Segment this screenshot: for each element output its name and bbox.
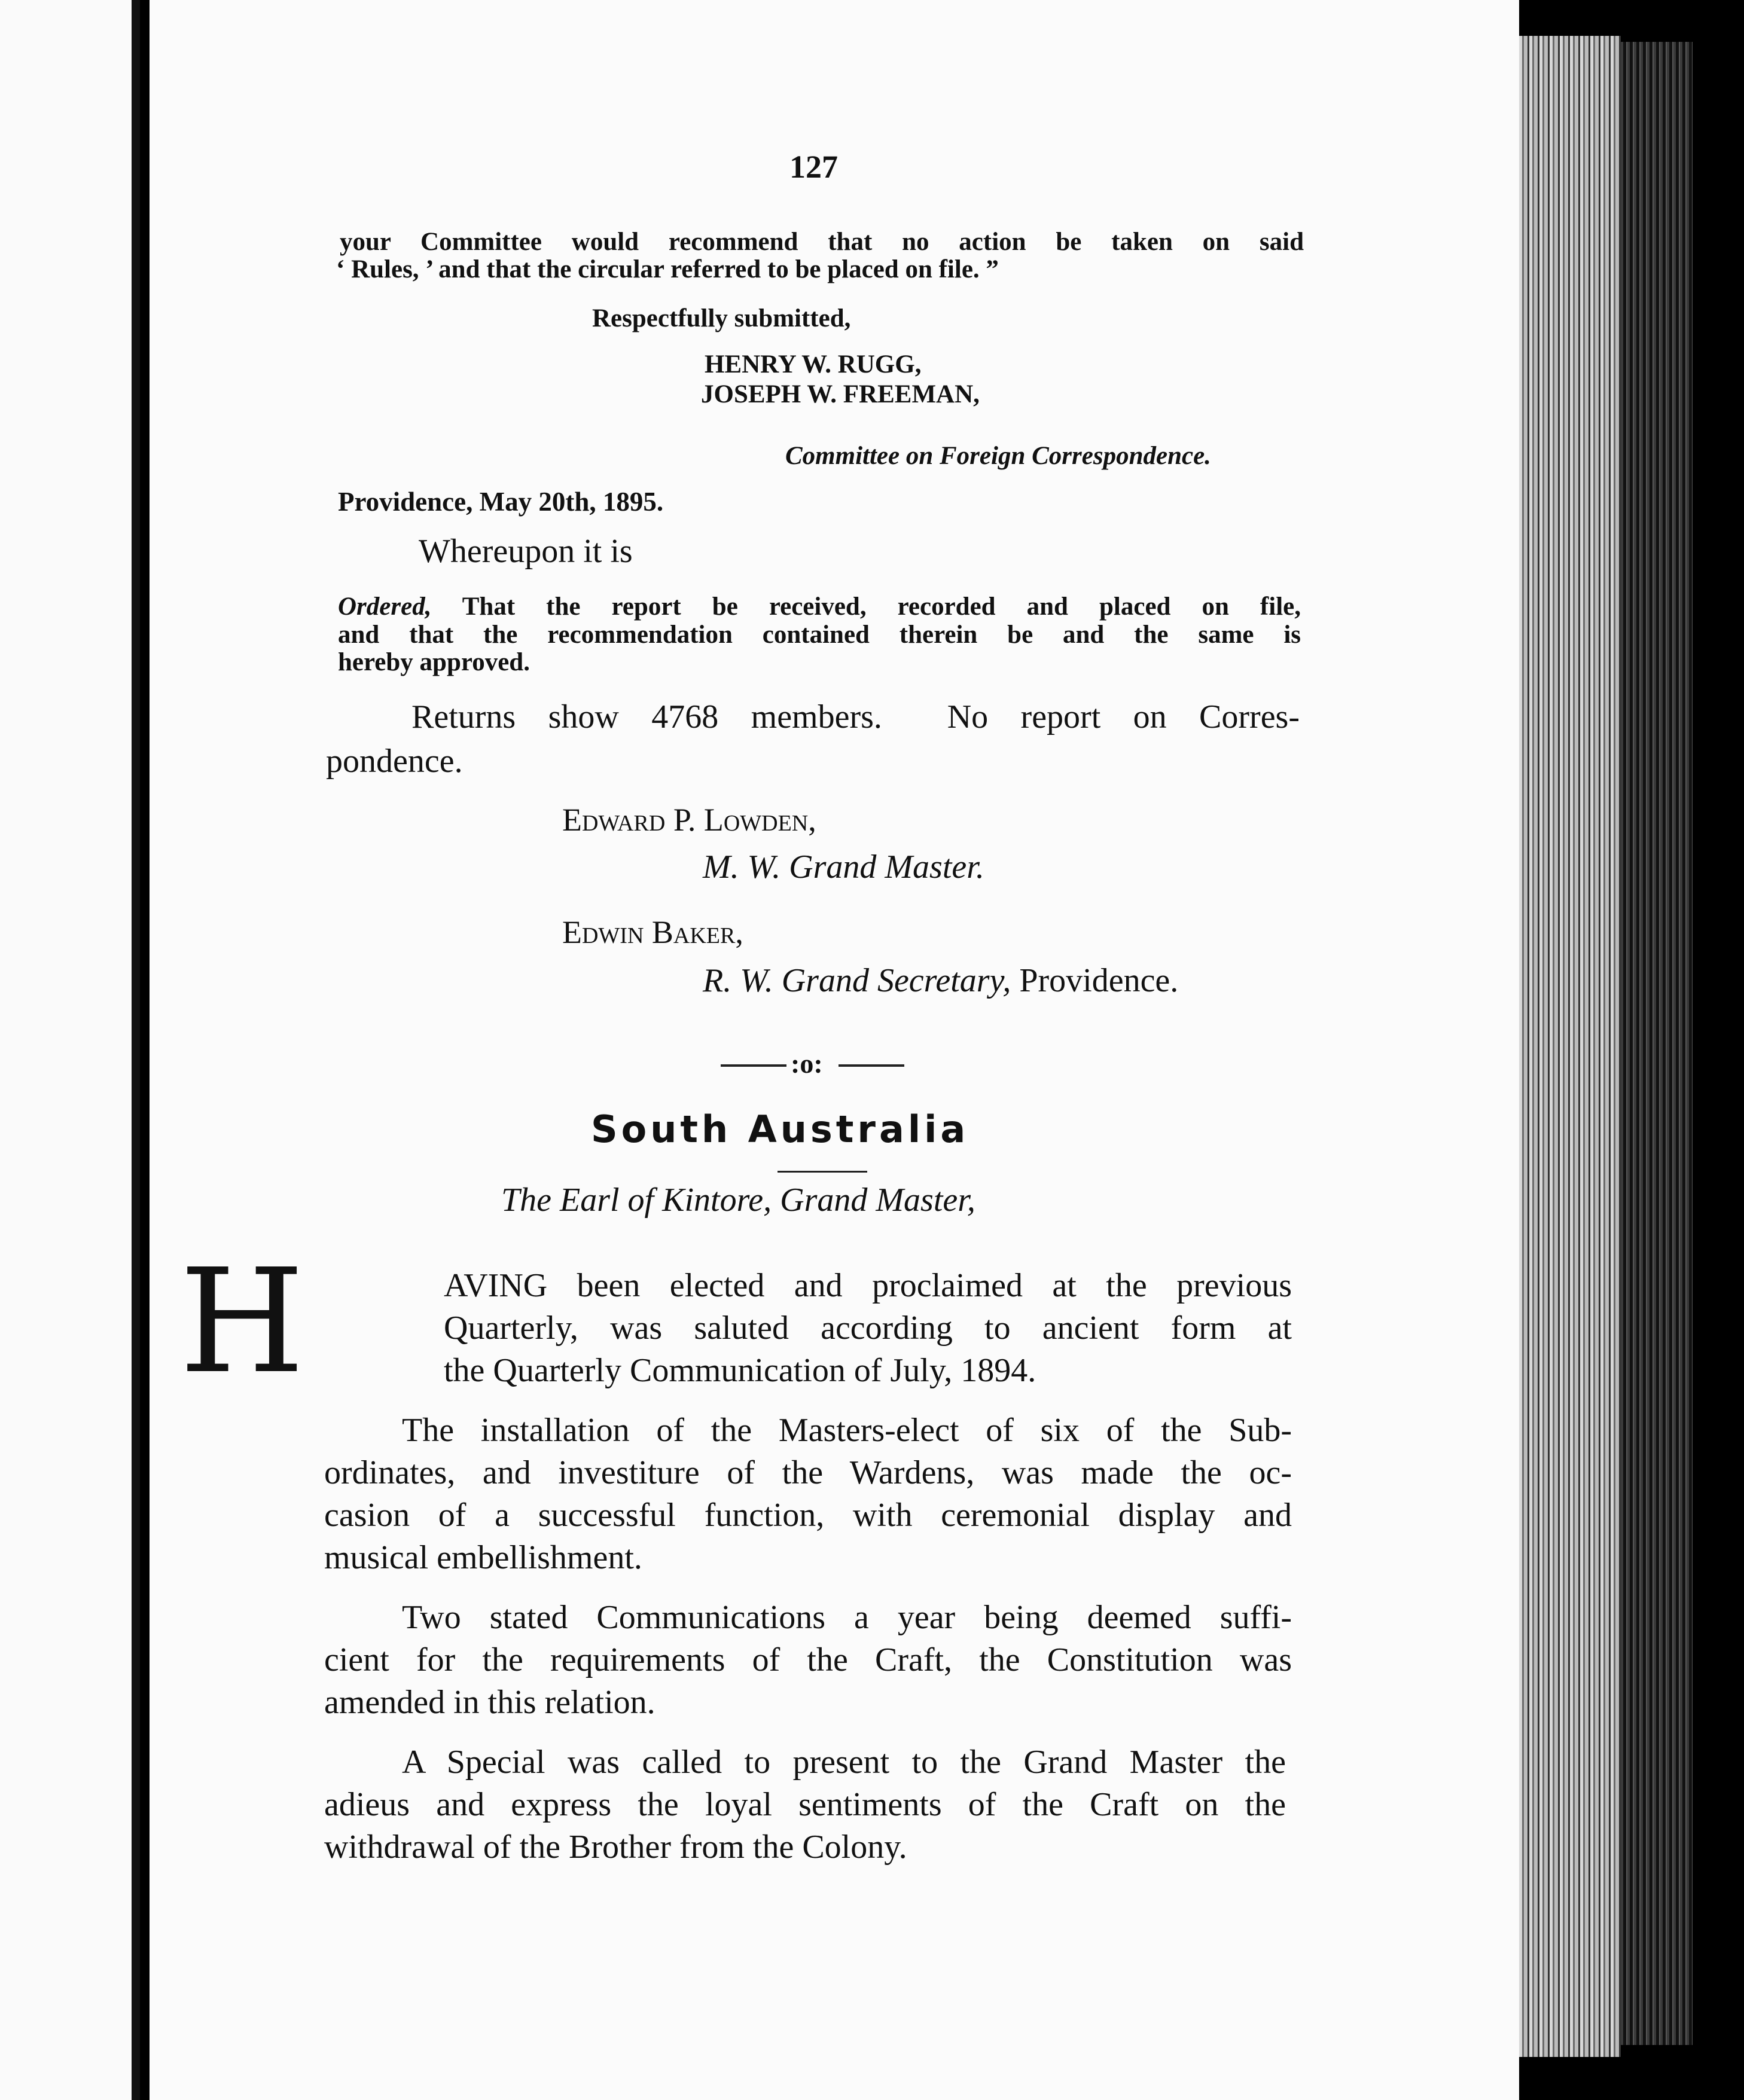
para3-line-2: cient for the requirements of the Craft, the Constitution was: [324, 1641, 1292, 1678]
ordered-line-2: and that the recommendation contained therein be and the same is: [338, 621, 1301, 649]
para1-line-2: Quarterly, was saluted according to ancient form at: [444, 1310, 1292, 1347]
page-stack-edge: [1519, 36, 1621, 2057]
para2-line-3: casion of a successful function, with ceremonial display and: [324, 1497, 1292, 1534]
returns-line-2: pondence.: [326, 743, 463, 780]
separator-mark: :o:: [791, 1048, 823, 1079]
ordered-text: That the report be received, recorded and placed on file,: [462, 593, 1301, 621]
para4-line-3: withdrawal of the Brother from the Colony.: [324, 1829, 907, 1866]
para2-line-2: ordinates, and investiture of the Wardens, was made the oc-: [324, 1454, 1292, 1491]
para3-line-3: amended in this relation.: [324, 1684, 655, 1721]
closing-line: Respectfully submitted,: [592, 304, 851, 332]
whereupon-line: Whereupon it is: [419, 533, 633, 570]
heading-underline: [778, 1171, 867, 1173]
continuation-line-2: ‘ Rules, ’ and that the circular referred to be placed on file. ”: [336, 255, 999, 283]
para2-line-4: musical embellishment.: [324, 1539, 642, 1576]
para4-line-2: adieus and express the loyal sentiments of the Craft on the: [324, 1786, 1286, 1823]
ordered-word: Ordered,: [338, 593, 432, 621]
ordered-line-3: hereby approved.: [338, 648, 530, 676]
grand-master-title: M. W. Grand Master.: [703, 848, 984, 886]
para2-line-1: The installation of the Masters-elect of six of the Sub-: [402, 1412, 1292, 1449]
section-subheading: The Earl of Kintore, Grand Master,: [501, 1182, 975, 1219]
drop-cap-letter: H: [179, 1238, 305, 1405]
section-heading: South Australia: [591, 1107, 969, 1151]
dateline: Providence, May 20th, 1895.: [338, 487, 664, 517]
committee-title: Committee on Foreign Correspondence.: [785, 442, 1211, 470]
separator-rule-left: [721, 1064, 786, 1067]
page-number: 127: [789, 149, 838, 185]
grand-secretary-line: [703, 962, 1178, 1000]
returns-line-1: Returns show 4768 members. No report on Corres-: [411, 698, 1300, 735]
grand-secretary-place: Providence.: [1019, 962, 1179, 999]
grand-secretary-name: Edwin Baker,: [562, 914, 743, 950]
signer-name-1: HENRY W. RUGG,: [705, 350, 922, 379]
grand-secretary-title: R. W. Grand Secretary,: [703, 962, 1011, 999]
separator-rule-right: [839, 1064, 904, 1067]
gutter-shadow: [132, 0, 140, 2100]
continuation-line-1: your Committee would recommend that no action be taken on said: [340, 228, 1304, 256]
book-binding-edge: [1621, 42, 1693, 2045]
signer-name-2: JOSEPH W. FREEMAN,: [701, 380, 980, 408]
para3-line-1: Two stated Communications a year being deemed suffi-: [402, 1599, 1292, 1636]
facing-page-edge: [0, 0, 138, 2100]
para1-line-3: the Quarterly Communication of July, 1894.: [444, 1352, 1036, 1389]
para4-line-1: A Special was called to present to the Grand Master the: [402, 1744, 1286, 1781]
ordered-line-1: [338, 592, 1301, 621]
grand-master-name: Edward P. Lowden,: [562, 802, 816, 838]
para1-line-1: AVING been elected and proclaimed at the previous: [444, 1267, 1292, 1304]
